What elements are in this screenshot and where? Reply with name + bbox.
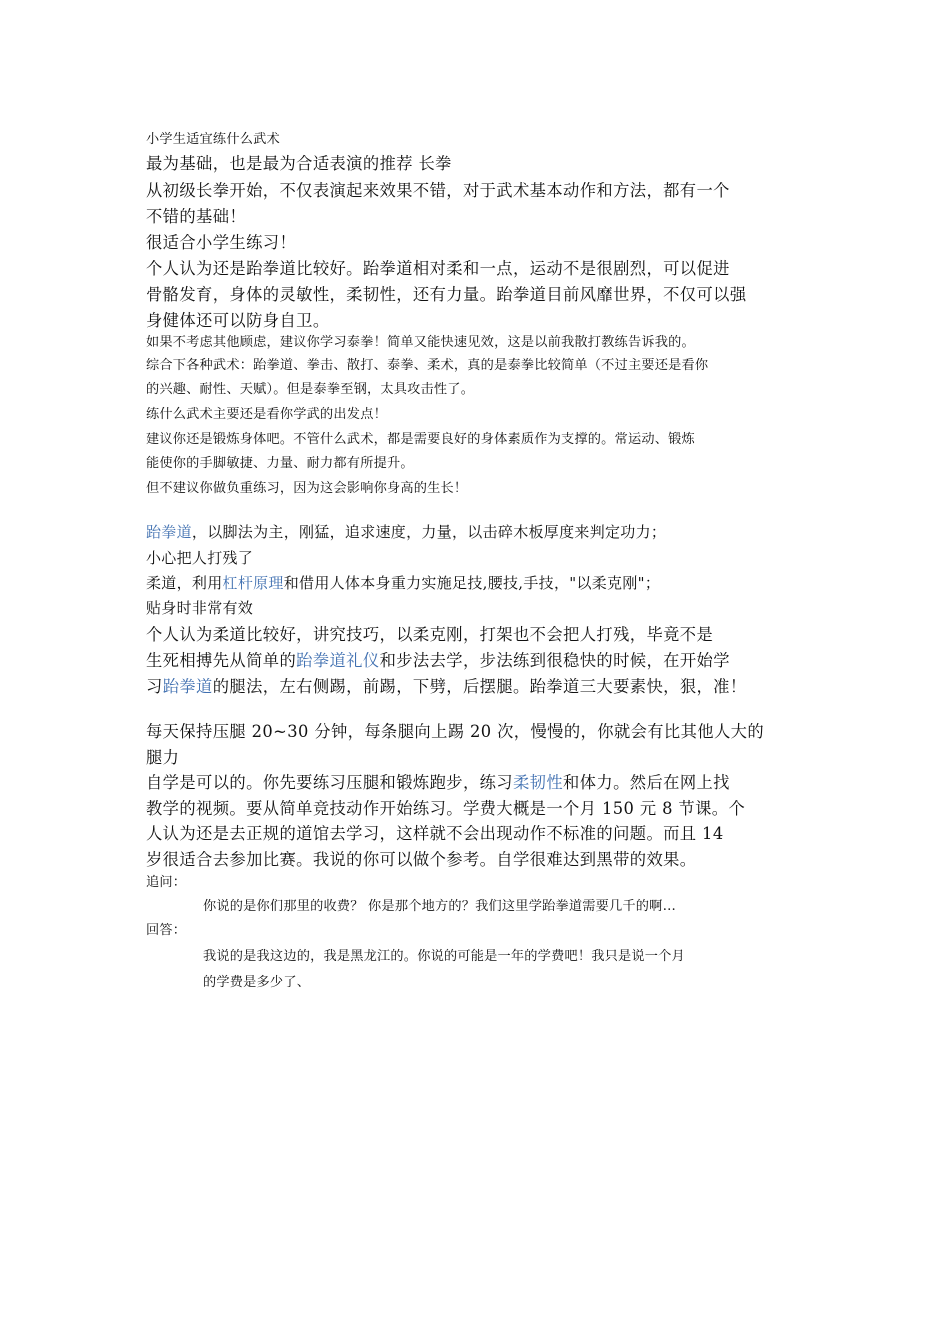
paragraph-line: 建议你还是锻炼身体吧。不管什么武术，都是需要良好的身体素质作为支撑的。常运动、锻炼 bbox=[146, 432, 695, 447]
paragraph-line: 人认为还是去正规的道馆去学习，这样就不会出现动作不标准的问题。而且 14 bbox=[146, 824, 724, 843]
paragraph-line: 但不建议你做负重练习，因为这会影响你身高的生长！ bbox=[146, 481, 468, 496]
line-text: 和步法去学，步法练到很稳快的时候，在开始学 bbox=[379, 651, 730, 670]
paragraph-line: 教学的视频。要从简单竞技动作开始练习。学费大概是一个月 150 元 8 节课。个 bbox=[146, 799, 746, 818]
line-text: 习 bbox=[146, 677, 163, 696]
paragraph-line: 贴身时非常有效 bbox=[146, 599, 254, 617]
paragraph-line: 综合下各种武术：跆拳道、拳击、散打、泰拳、柔术，真的是泰拳比较简单（不过主要还是看你 bbox=[146, 358, 709, 373]
line-text: ，以脚法为主，刚猛，追求速度，力量，以击碎木板厚度来判定功力； bbox=[191, 523, 667, 541]
flexibility-link[interactable]: 柔韧性 bbox=[513, 773, 564, 792]
answer-text: 我说的是我这边的，我是黑龙江的。你说的可能是一年的学费吧！我只是说一个月 bbox=[203, 949, 685, 964]
paragraph-line: 的兴趣、耐性、天赋）。但是泰拳至钢，太具攻击性了。 bbox=[146, 382, 475, 397]
paragraph-line bbox=[146, 673, 747, 697]
line-text: 的腿法，左右侧踢，前踢，下劈，后摆腿。跆拳道三大要素快，狠，准！ bbox=[212, 677, 747, 696]
follow-up-label: 追问： bbox=[146, 875, 187, 890]
paragraph-line: 个人认为还是跆拳道比较好。跆拳道相对柔和一点，运动不是很剧烈，可以促进 bbox=[146, 259, 730, 278]
lever-principle-link[interactable]: 杠杆原理 bbox=[222, 574, 284, 592]
taekwondo-link[interactable]: 跆拳道 bbox=[146, 523, 192, 541]
line-text: 和借用人体本身重力实施足技,腰技,手技，"以柔克刚"； bbox=[283, 574, 661, 592]
paragraph-line bbox=[146, 521, 666, 542]
paragraph-line: 腿力 bbox=[146, 748, 180, 767]
paragraph-line bbox=[146, 647, 730, 671]
paragraph-line: 身健体还可以防身自卫。 bbox=[146, 311, 330, 330]
paragraph-line: 每天保持压腿 20~30 分钟，每条腿向上踢 20 次，慢慢的，你就会有比其他人大的 bbox=[146, 722, 765, 741]
paragraph-line: 练什么武术主要还是看你学武的出发点！ bbox=[146, 407, 387, 422]
paragraph-line: 最为基础，也是最为合适表演的推荐 长拳 bbox=[146, 154, 452, 173]
taekwondo-etiquette-link[interactable]: 跆拳道礼仪 bbox=[296, 651, 380, 670]
paragraph-line: 骨骼发育，身体的灵敏性，柔韧性，还有力量。跆拳道目前风靡世界，不仅可以强 bbox=[146, 285, 747, 304]
paragraph-line bbox=[146, 769, 730, 793]
paragraph-line: 如果不考虑其他顾虑，建议你学习泰拳！简单又能快速见效，这是以前我散打教练告诉我的。 bbox=[146, 335, 695, 350]
paragraph-line: 从初级长拳开始，不仅表演起来效果不错，对于武术基本动作和方法，都有一个 bbox=[146, 181, 730, 200]
line-text: 柔道，利用 bbox=[146, 574, 223, 592]
answer-label: 回答： bbox=[146, 923, 187, 938]
paragraph-line: 很适合小学生练习！ bbox=[146, 233, 297, 252]
paragraph-line: 个人认为柔道比较好，讲究技巧，以柔克刚，打架也不会把人打残，毕竟不是 bbox=[146, 625, 714, 644]
page-title: 小学生适宜练什么武术 bbox=[146, 132, 280, 147]
follow-up-question: 你说的是你们那里的收费？ 你是那个地方的？我们这里学跆拳道需要几千的啊… bbox=[203, 899, 676, 914]
line-text: 和体力。然后在网上找 bbox=[563, 773, 730, 792]
line-text: 自学是可以的。你先要练习压腿和锻炼跑步，练习 bbox=[146, 773, 513, 792]
paragraph-line: 小心把人打残了 bbox=[146, 549, 254, 567]
paragraph-line: 岁很适合去参加比赛。我说的你可以做个参考。自学很难达到黑带的效果。 bbox=[146, 850, 697, 869]
paragraph-line: 不错的基础！ bbox=[146, 207, 247, 226]
line-text: 生死相搏先从简单的 bbox=[146, 651, 297, 670]
paragraph-line: 能使你的手脚敏捷、力量、耐力都有所提升。 bbox=[146, 456, 414, 471]
paragraph-line bbox=[146, 572, 660, 593]
taekwondo-link[interactable]: 跆拳道 bbox=[162, 677, 213, 696]
answer-text: 的学费是多少了、 bbox=[203, 975, 311, 990]
